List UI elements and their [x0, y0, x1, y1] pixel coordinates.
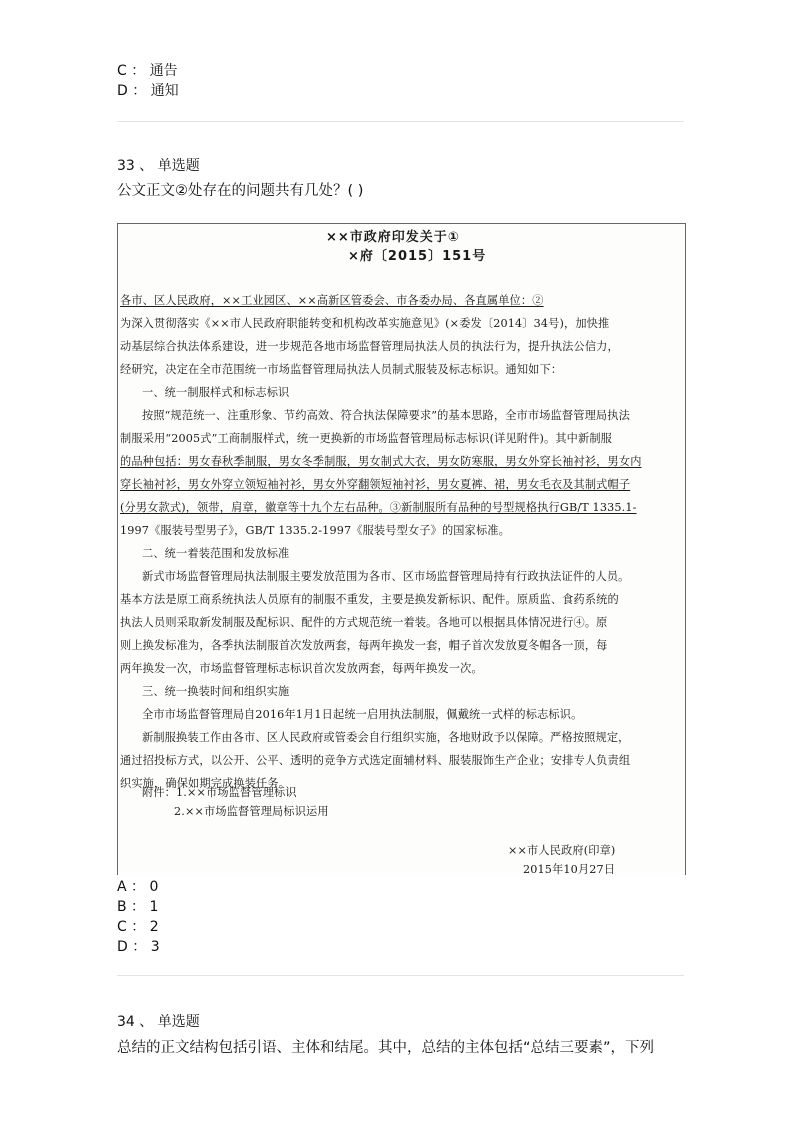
question-number: 33 — [117, 158, 135, 174]
doc-line: 经研究，决定在全市范围统一市场监督管理局执法人员制式服装及标志标识。通知如下： — [120, 363, 563, 376]
doc-line: 动基层综合执法体系建设，进一步规范各地市场监督管理局执法人员的执法行为，提升执法公信力， — [120, 340, 619, 353]
doc-line: 按照“规范统一、注重形象、节约高效、符合执法保障要求”的基本思路，全市市场监督管理局执法 — [142, 409, 630, 422]
option-text: 3 — [150, 939, 160, 955]
question-prompt: 公文正文②处存在的问题共有几处？( ) — [117, 183, 364, 199]
option-a[interactable]: A ： 0 — [117, 879, 159, 895]
question-divider — [117, 975, 684, 976]
option-b[interactable]: B ： 1 — [117, 899, 159, 915]
doc-line: 织实施，确保如期完成换装任务。 — [120, 777, 291, 790]
option-d[interactable]: D ： 3 — [117, 939, 160, 955]
option-text: 0 — [149, 879, 159, 895]
question-number: 34 — [117, 1014, 135, 1030]
question-type: 单选题 — [157, 158, 200, 174]
option-text: 2 — [149, 919, 159, 935]
doc-line: 执法人员则采取新发制服及配标识、配件的方式规范统一着装。各地可以根据具体情况进行④。原 — [120, 616, 608, 629]
doc-line: 二、统一着装范围和发放标准 — [142, 547, 290, 560]
option-key: C — [117, 63, 127, 79]
doc-line: 全市市场监督管理局自2016年1月1日起统一启用执法制服，佩戴统一式样的标志标识。 — [142, 708, 583, 721]
question-header: 33 、 单选题 — [117, 158, 200, 174]
doc-line: 为深入贯彻落实《××市人民政府职能转变和机构改革实施意见》(×委发〔2014〕34号)，加快推 — [120, 317, 610, 330]
question-prompt: 总结的正文结构包括引语、主体和结尾。其中，总结的主体包括“总结三要素”，下列 — [117, 1040, 655, 1056]
doc-line: 两年换发一次，市场监督管理标志标识首次发放两套，每两年换发一次。 — [120, 662, 483, 675]
doc-line: (分男女款式)，领带，肩章，徽章等十九个左右品种。③新制服所有品种的号型规格执行GB/T 1335.1- — [120, 501, 637, 514]
option-c[interactable]: C ： 2 — [117, 919, 159, 935]
doc-line: 的品种包括：男女春秋季制服，男女冬季制服，男女制式大衣，男女防寒服，男女外穿长袖衬衫，男女内 — [120, 455, 642, 468]
doc-attachment-1: 附件：1.××市场监督管理标识 — [142, 786, 297, 799]
doc-date: 2015年10月27日 — [523, 863, 616, 875]
option-c[interactable]: C ： 通告 — [117, 63, 178, 79]
option-key: D — [117, 939, 128, 955]
doc-line: 一、统一制服样式和标志标识 — [142, 386, 290, 399]
doc-line: 新式市场监督管理局执法制服主要发放范围为各市、区市场监督管理局持有行政执法证件的人员。 — [142, 570, 630, 583]
option-d[interactable]: D ： 通知 — [117, 83, 179, 99]
option-text: 1 — [149, 899, 159, 915]
doc-line: 各市、区人民政府，××工业园区、××高新区管委会、市各委办局、各直属单位：② — [120, 294, 544, 307]
doc-line: 1997《服装号型男子》，GB/T 1335.2-1997《服装号型女子》的国家标准。 — [120, 524, 510, 537]
scanned-document-image — [117, 223, 686, 875]
doc-line: 穿长袖衬衫，男女外穿立领短袖衬衫，男女外穿翻领短袖衬衫，男女夏裤、裙，男女毛衣及其制式帽子 — [120, 478, 631, 491]
option-text: 通知 — [150, 83, 179, 99]
doc-attachment-2: 2.××市场监督管理局标识运用 — [174, 805, 329, 818]
option-text: 通告 — [149, 63, 178, 79]
question-type: 单选题 — [157, 1014, 200, 1030]
doc-line: 基本方法是原工商系统执法人员原有的制服不重发，主要是换发新标识、配件。原质监、食药系统的 — [120, 593, 619, 606]
option-key: A — [117, 879, 127, 895]
option-key: D — [117, 83, 128, 99]
doc-title: ××市政府印发关于① — [326, 230, 460, 245]
doc-signature: ××市人民政府(印章) — [508, 844, 616, 857]
doc-line: 三、统一换装时间和组织实施 — [142, 685, 290, 698]
option-key: C — [117, 919, 127, 935]
doc-number: ×府〔2015〕151号 — [348, 249, 487, 264]
doc-line: 新制服换装工作由各市、区人民政府或管委会自行组织实施，各地财政予以保障。严格按照规定， — [142, 731, 630, 744]
doc-line: 制服采用“2005式”工商制服样式，统一更换新的市场监督管理局标志标识(详见附件)。其中新制服 — [120, 432, 613, 445]
doc-line: 则上换发标准为，各季执法制服首次发放两套，每两年换发一套，帽子首次发放夏冬帽各一顶，每 — [120, 639, 608, 652]
question-header: 34 、 单选题 — [117, 1014, 200, 1030]
doc-line: 通过招投标方式，以公开、公平、透明的竞争方式选定面辅材料、服装服饰生产企业；安排专人负责组 — [120, 754, 631, 767]
option-key: B — [117, 899, 127, 915]
question-divider — [117, 121, 684, 122]
